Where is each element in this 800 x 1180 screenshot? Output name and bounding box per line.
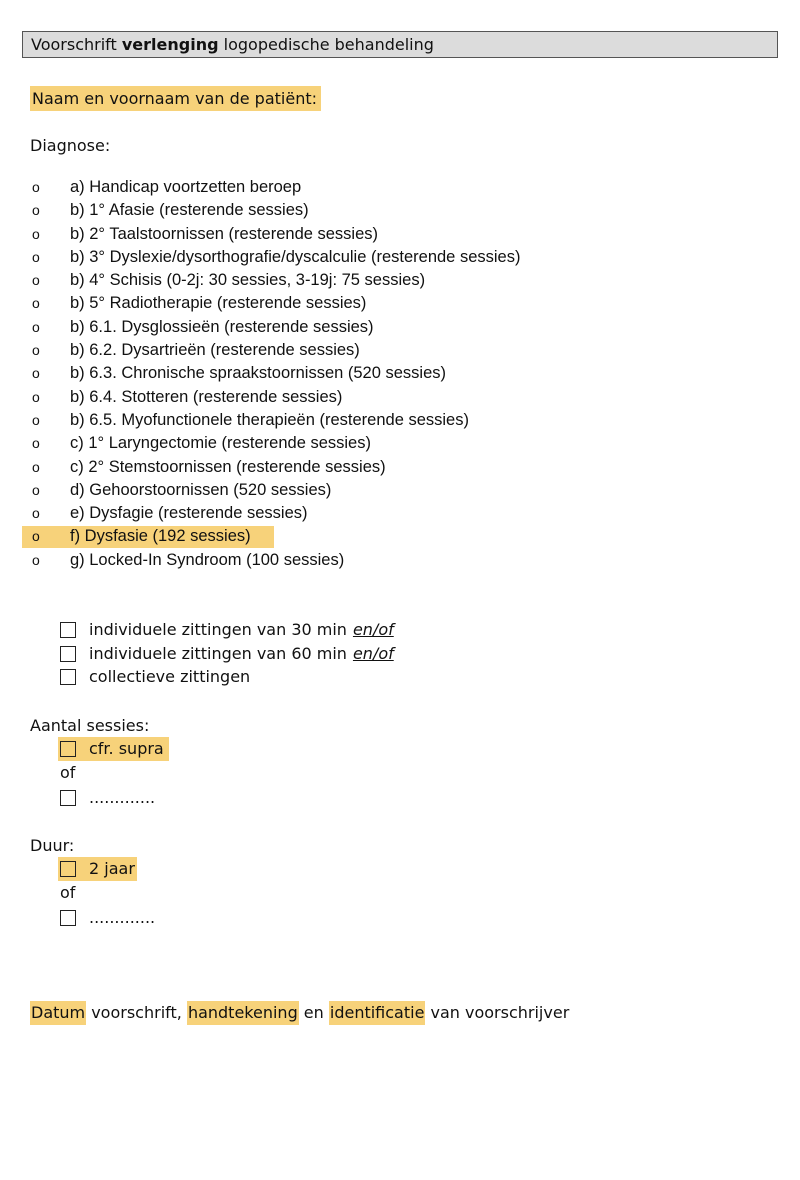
diagnosis-item[interactable] xyxy=(22,386,622,409)
or-label: of xyxy=(60,763,76,782)
en-of-note: en/of xyxy=(352,644,394,663)
footer-text: en xyxy=(298,1003,329,1022)
diagnosis-item-label: g) Locked-In Syndroom (100 sessies) xyxy=(70,550,345,569)
sessions-label: Aantal sessies: xyxy=(30,716,150,735)
diagnosis-item[interactable] xyxy=(22,176,622,199)
diagnosis-item[interactable] xyxy=(22,223,622,246)
form-title xyxy=(22,31,778,58)
diagnosis-item[interactable] xyxy=(22,269,622,292)
form-title-pre: Voorschrift xyxy=(31,35,122,54)
footer-text: van voorschrijver xyxy=(425,1003,570,1022)
date-label: Datum xyxy=(30,1001,86,1025)
diagnosis-item-label: a) Handicap voortzetten beroep xyxy=(70,178,302,196)
diagnosis-item-label: f) Dysfasie (192 sessies) xyxy=(70,527,251,546)
duration-option-label: 2 jaar xyxy=(89,859,135,878)
checkbox[interactable] xyxy=(60,669,76,685)
patient-name-label: Naam en voornaam van de patiënt: xyxy=(30,86,321,111)
diagnosis-item-label: b) 6.3. Chronische spraakstoornissen (520 sessies) xyxy=(70,364,447,383)
diagnosis-item[interactable] xyxy=(22,292,622,315)
bullet-icon: o xyxy=(32,528,40,545)
checkbox[interactable] xyxy=(60,741,76,757)
bullet-icon: o xyxy=(32,435,40,452)
diagnosis-item-label: b) 1° Afasie (resterende sessies) xyxy=(70,201,309,220)
signature-label: handtekening xyxy=(187,1001,299,1025)
diagnosis-item[interactable] xyxy=(22,549,622,572)
diagnosis-item[interactable] xyxy=(22,339,622,362)
diagnosis-item[interactable] xyxy=(22,456,622,479)
checkbox[interactable] xyxy=(60,861,76,877)
diagnosis-item-label: c) 1° Laryngectomie (resterende sessies) xyxy=(70,434,371,453)
diagnosis-item-label: b) 3° Dyslexie/dysorthografie/dyscalculie (resterende sessies) xyxy=(70,247,521,266)
diagnosis-item-label: b) 4° Schisis (0-2j: 30 sessies, 3-19j: 75 sessies) xyxy=(70,271,426,290)
checkbox[interactable] xyxy=(60,622,76,638)
diagnosis-item[interactable] xyxy=(22,316,622,339)
diagnosis-item[interactable] xyxy=(22,502,622,525)
bullet-icon: o xyxy=(32,388,40,405)
duration-label: Duur: xyxy=(30,836,75,855)
sessions-option-label: cfr. supra xyxy=(89,739,164,758)
form-title-bold: verlenging xyxy=(121,35,219,54)
duration-blank: ............. xyxy=(89,908,156,927)
footer-text: voorschrift, xyxy=(86,1003,187,1022)
bullet-icon: o xyxy=(32,318,40,335)
diagnosis-item-label: c) 2° Stemstoornissen (resterende sessies) xyxy=(70,457,386,476)
bullet-icon: o xyxy=(32,179,40,195)
bullet-icon: o xyxy=(32,272,40,289)
session-type-label: individuele zittingen van 30 min xyxy=(89,620,347,639)
diagnosis-item[interactable] xyxy=(22,199,622,222)
or-label: of xyxy=(60,883,76,902)
bullet-icon: o xyxy=(32,481,40,498)
diagnosis-item-label: b) 6.1. Dysglossieën (resterende sessies) xyxy=(70,317,374,336)
bullet-icon: o xyxy=(32,295,40,312)
diagnosis-item-label: e) Dysfagie (resterende sessies) xyxy=(70,504,308,523)
diagnosis-item[interactable] xyxy=(22,246,622,269)
form-title-post: logopedische behandeling xyxy=(218,35,434,54)
bullet-icon: o xyxy=(32,505,40,522)
checkbox[interactable] xyxy=(60,646,76,662)
diagnosis-item-label: b) 6.4. Stotteren (resterende sessies) xyxy=(70,387,343,406)
checkbox[interactable] xyxy=(60,910,76,926)
diagnosis-item-label: b) 5° Radiotherapie (resterende sessies) xyxy=(70,294,367,313)
diagnosis-item[interactable] xyxy=(22,409,622,432)
diagnosis-item[interactable] xyxy=(22,479,622,502)
bullet-icon: o xyxy=(32,551,40,568)
session-type-label: collectieve zittingen xyxy=(89,667,251,686)
bullet-icon: o xyxy=(32,225,40,242)
prescriber-signature-line xyxy=(30,1001,569,1025)
diagnosis-item-label: b) 2° Taalstoornissen (resterende sessies) xyxy=(70,224,379,243)
bullet-icon: o xyxy=(32,458,40,475)
en-of-note: en/of xyxy=(352,620,394,639)
bullet-icon: o xyxy=(32,342,40,359)
identification-label: identificatie xyxy=(329,1001,426,1025)
checkbox[interactable] xyxy=(60,790,76,806)
bullet-icon: o xyxy=(32,365,40,382)
sessions-blank: ............. xyxy=(89,788,156,807)
diagnosis-item-label: d) Gehoorstoornissen (520 sessies) xyxy=(70,480,332,499)
diagnosis-item[interactable] xyxy=(22,525,622,548)
diagnosis-label: Diagnose: xyxy=(30,136,111,155)
bullet-icon: o xyxy=(32,248,40,265)
session-type-label: individuele zittingen van 60 min xyxy=(89,644,347,663)
diagnosis-item-label: b) 6.2. Dysartrieën (resterende sessies) xyxy=(70,341,360,360)
diagnosis-item[interactable] xyxy=(22,432,622,455)
bullet-icon: o xyxy=(32,411,40,428)
bullet-icon: o xyxy=(32,202,40,219)
diagnosis-item-label: b) 6.5. Myofunctionele therapieën (resterende sessies) xyxy=(70,410,469,429)
diagnosis-item[interactable] xyxy=(22,362,622,385)
diagnosis-list xyxy=(22,176,622,572)
